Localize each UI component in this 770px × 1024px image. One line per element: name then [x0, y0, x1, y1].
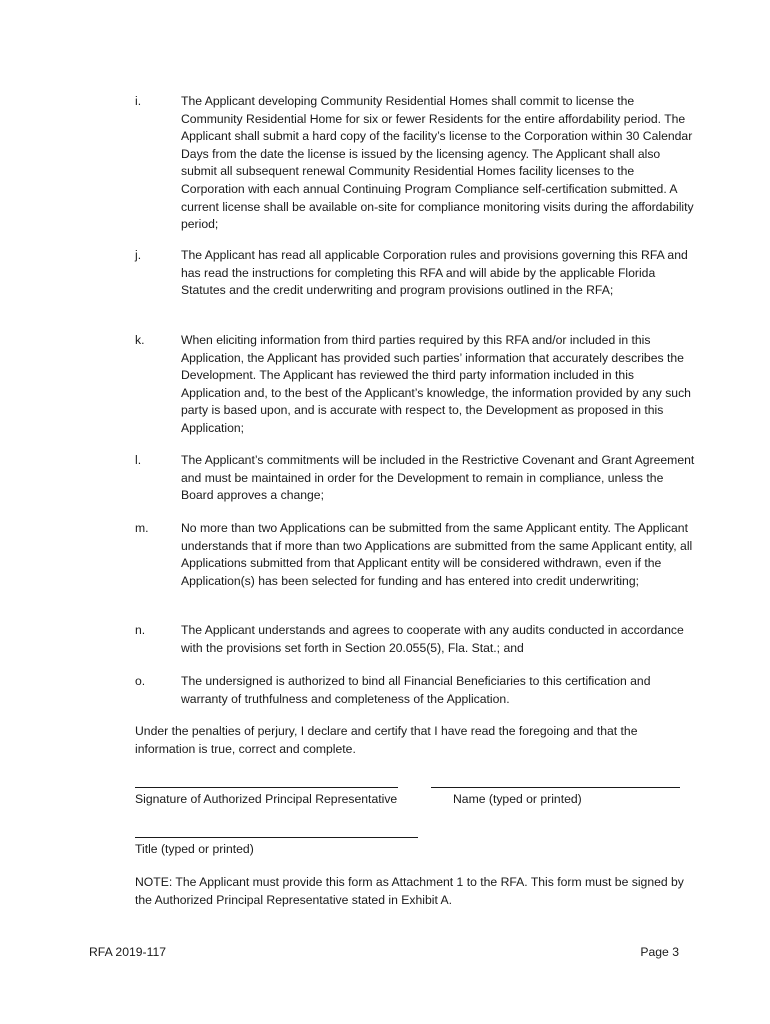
item-letter: m. — [135, 521, 149, 535]
signature-line[interactable] — [135, 787, 398, 788]
item-letter: o. — [135, 674, 146, 688]
item-text: When eliciting information from third parties required by this RFA and/or included in this Application, the Applicant has provided such parties’ information that accurately describes the Development. The Applicant has reviewed the third party information included in this Application and, to the best of the Applicant’s knowledge, the information provided by any such party is based upon, and is accurate with respect to, the Development as proposed in this Application; — [181, 333, 691, 435]
list-item-o — [135, 673, 695, 708]
list-item-i — [135, 93, 695, 234]
name-line[interactable] — [431, 787, 680, 788]
item-letter: i. — [135, 94, 142, 108]
footer-rfa-number: RFA 2019-117 — [89, 945, 167, 959]
item-text: The Applicant’s commitments will be included in the Restrictive Covenant and Grant Agreement and must be maintained in order for the Development to remain in compliance, unless the Board approves a change; — [181, 453, 695, 503]
perjury-declaration: Under the penalties of perjury, I declare and certify that I have read the foregoing and that the information is true, correct and complete. — [135, 724, 638, 756]
item-text: The undersigned is authorized to bind all Financial Beneficiaries to this certification and warranty of truthfulness and completeness of the Application. — [181, 674, 651, 706]
item-text: The Applicant developing Community Residential Homes shall commit to license the Community Residential Home for six or fewer Residents for the entire affordability period. The Applicant shall submit a hard copy of the facility’s license to the Corporation within 30 Calendar Days from the date the license is issued by the licensing agency. The Applicant shall also submit all subsequent renewal Community Residential Homes facility licenses to the Corporation with each annual Continuing Program Compliance self-certification submitted. A current license shall be available on-site for compliance monitoring visits during the affordability period; — [181, 94, 694, 232]
list-item-n — [135, 622, 695, 657]
title-label: Title (typed or printed) — [135, 842, 254, 856]
signature-label: Signature of Authorized Principal Representative — [135, 792, 398, 806]
item-letter: j. — [135, 248, 142, 262]
note: NOTE: The Applicant must provide this form as Attachment 1 to the RFA. This form must be signed by the Authorized Principal Representative stated in Exhibit A. — [135, 875, 684, 907]
list-item-m — [135, 520, 695, 590]
item-text: The Applicant understands and agrees to cooperate with any audits conducted in accordance with the provisions set forth in Section 20.055(5), Fla. Stat.; and — [181, 623, 684, 655]
item-letter: n. — [135, 623, 146, 637]
item-text: The Applicant has read all applicable Corporation rules and provisions governing this RFA and has read the instructions for completing this RFA and will abide by the applicable Florida Statutes and the credit underwriting and program provisions outlined in the RFA; — [181, 248, 688, 298]
footer-page-number: Page 3 — [640, 945, 679, 959]
item-text: No more than two Applications can be submitted from the same Applicant entity. The Applicant understands that if more than two Applications are submitted from the same Applicant entity, all Applications submitted from that Applicant entity will be considered withdrawn, even if the Application(s) has been selected for funding and has entered into credit underwriting; — [181, 521, 693, 588]
title-line[interactable] — [135, 837, 418, 838]
item-letter: k. — [135, 333, 145, 347]
list-item-k — [135, 332, 695, 438]
item-letter: l. — [135, 453, 142, 467]
name-label: Name (typed or printed) — [453, 792, 582, 806]
list-item-l — [135, 452, 695, 505]
list-item-j — [135, 247, 695, 300]
